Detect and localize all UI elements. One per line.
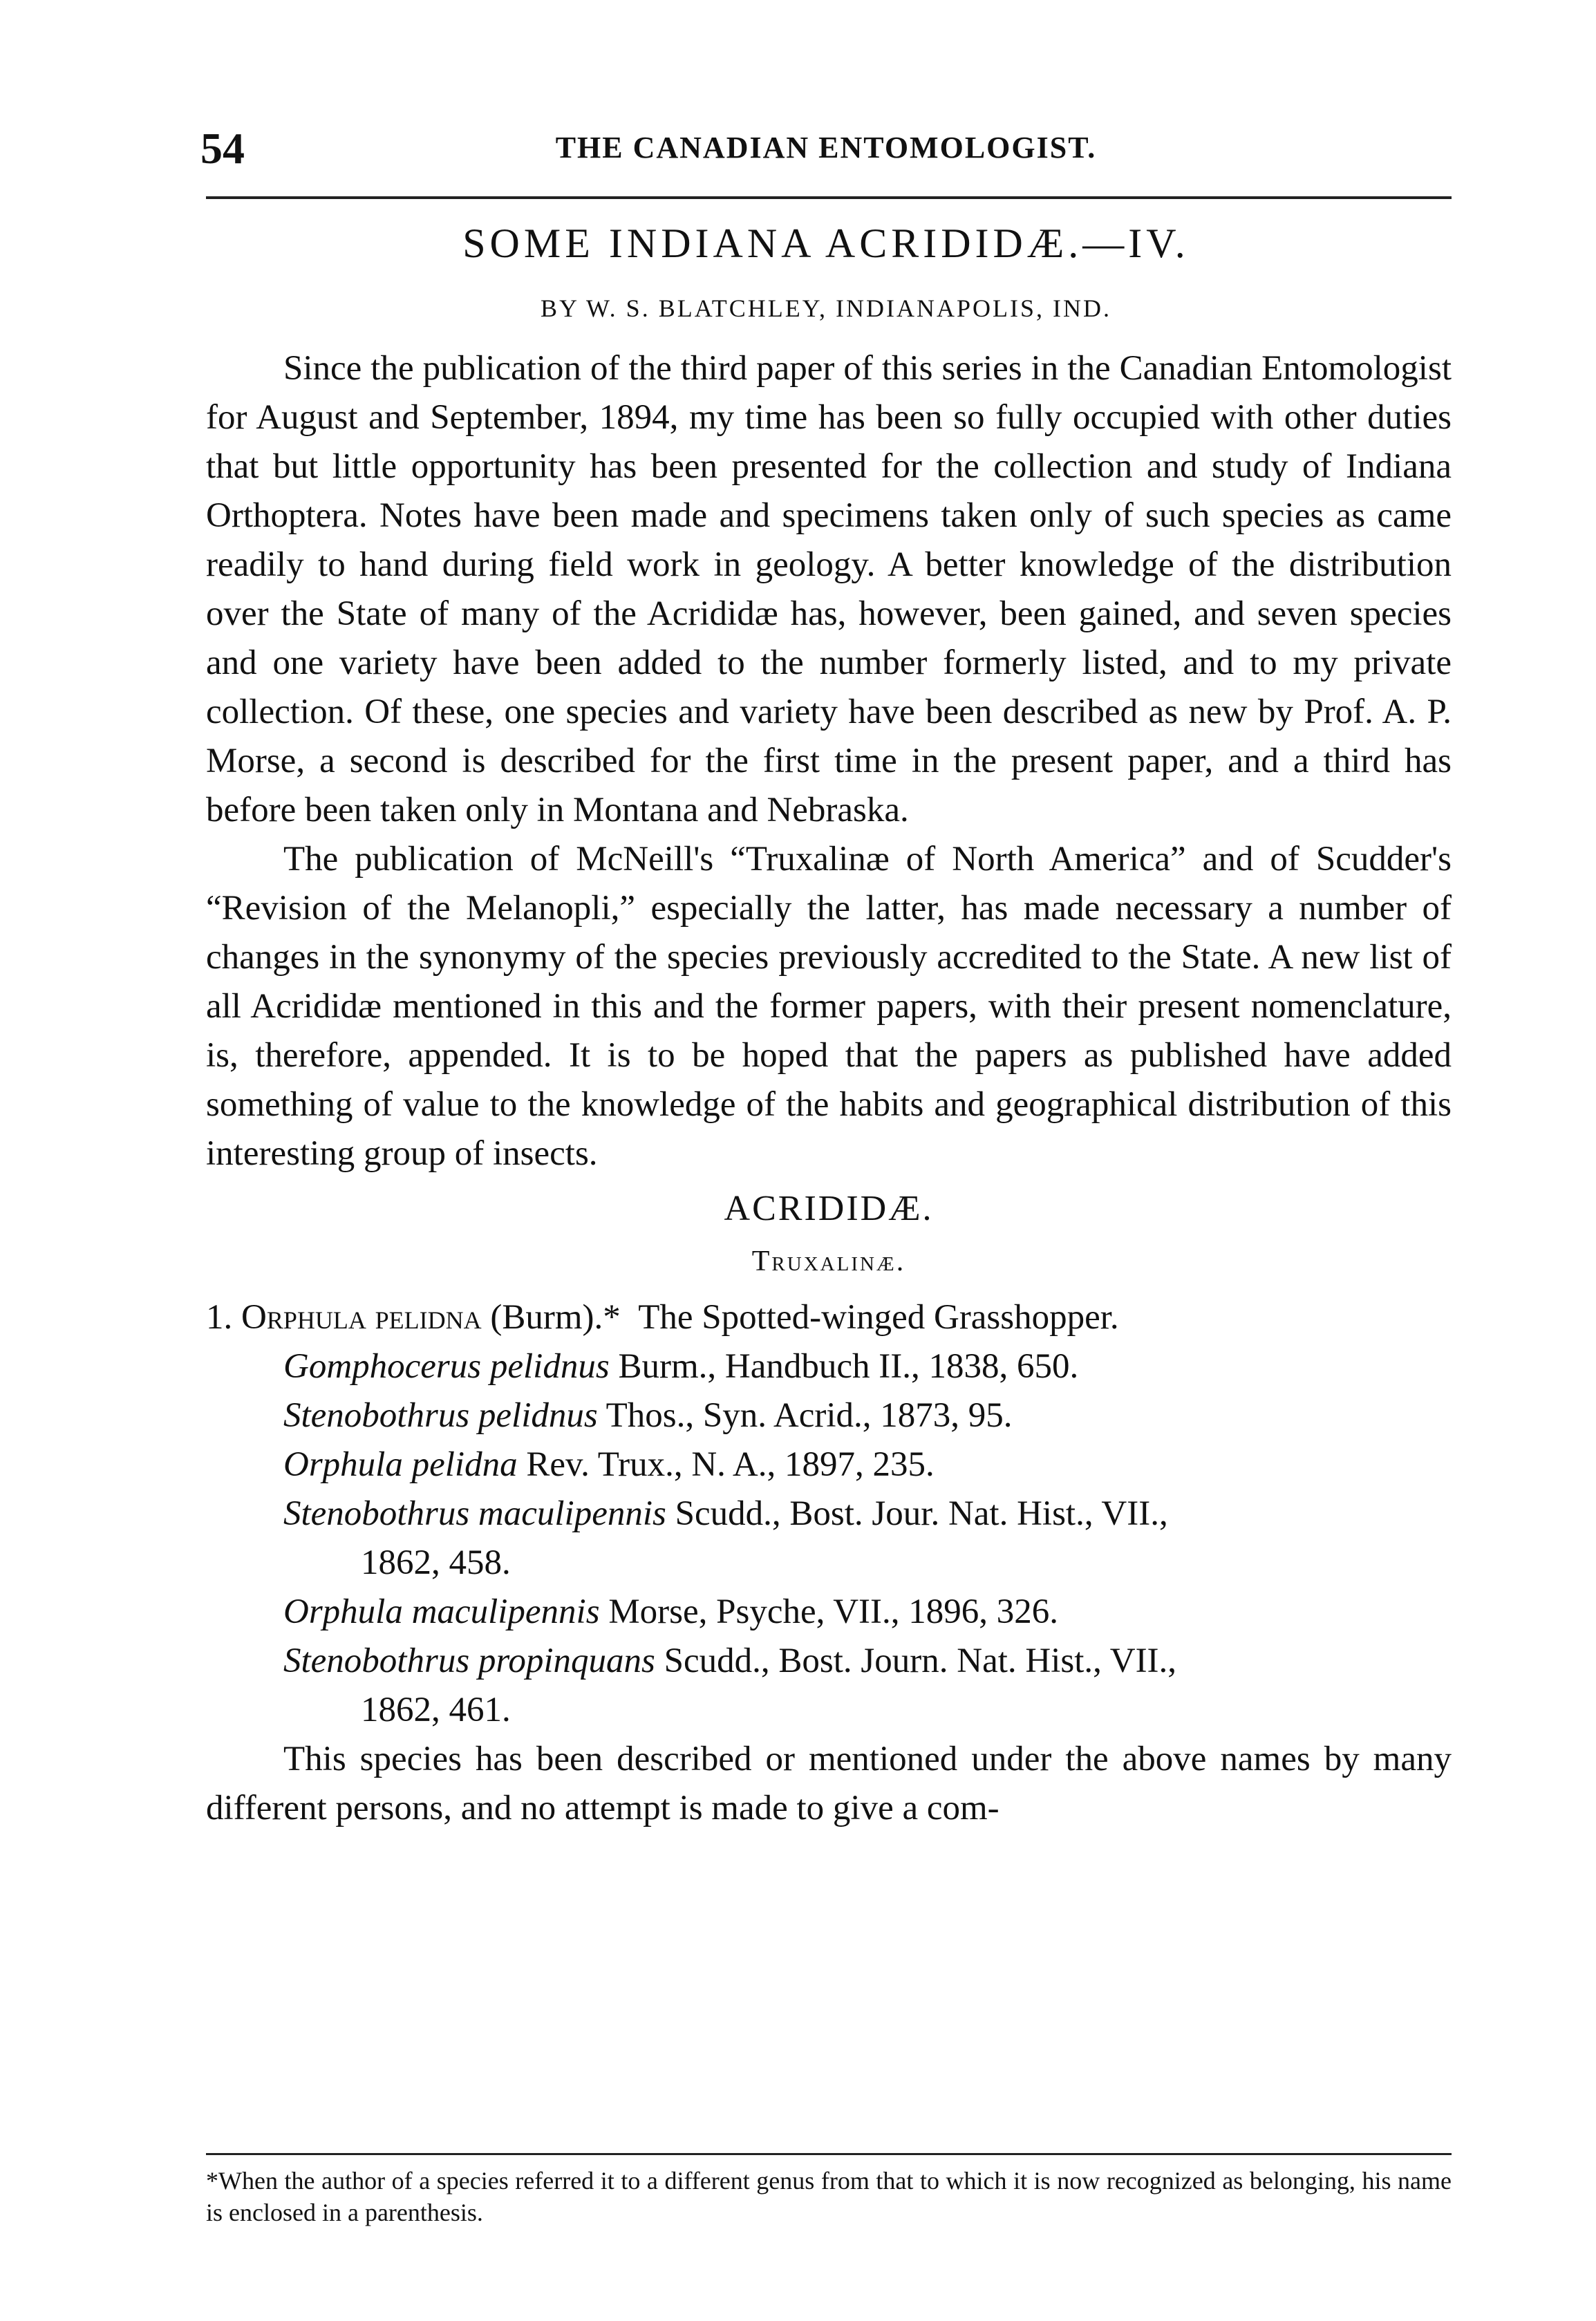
synonym-line: [283, 1391, 1452, 1440]
synonym-line: [283, 1637, 1452, 1735]
species-name: Orphula pelidna: [241, 1298, 482, 1337]
subsection-heading: Truxalinæ.: [751, 1246, 906, 1277]
synonym-citation: Thos., Syn. Acrid., 1873, 95.: [605, 1396, 1013, 1435]
synonym-citation: Burm., Handbuch II., 1838, 650.: [618, 1347, 1079, 1386]
running-head: THE CANADIAN ENTOMOLOGIST.: [555, 131, 1097, 165]
synonym-citation-continued: 1862, 458.: [361, 1543, 511, 1582]
paragraph-intro: Since the publication of the third paper of this series in the Canadian Entomologist for August and September, 1894, my time has been so fully occupied with other duties that but little opportunity has been presented for the collection and study of Indiana Orthoptera. Notes have been made and specimens taken only of such species as came readily to hand during field work in geology. A better knowledge of the distribution over the State of many of the Acrididæ has, however, been gained, and seven species and one variety have been added to the number formerly listed, and to my private collection. Of these, one species and variety have been described as new by Prof. A. P. Morse, a second is described for the first time in the present paper, and a third has before been taken only in Montana and Nebraska.: [206, 349, 1452, 829]
species-author: (Burm).*: [490, 1298, 621, 1337]
article-body: [206, 344, 1452, 1833]
synonym-citation: Morse, Psyche, VII., 1896, 326.: [608, 1592, 1058, 1631]
species-common-name: The Spotted-winged Grasshopper.: [638, 1298, 1119, 1337]
page-number: 54: [200, 124, 245, 173]
article-title: SOME INDIANA ACRIDIDÆ.—IV.: [462, 220, 1190, 266]
article-byline: BY W. S. BLATCHLEY, INDIANAPOLIS, IND.: [540, 294, 1112, 322]
synonym-citation: Scudd., Bost. Jour. Nat. Hist., VII.,: [675, 1494, 1168, 1533]
footnote: *When the author of a species referred it to a different genus from that to which it is now recognized as belonging, his name is enclosed in a parenthesis.: [206, 2167, 1452, 2226]
page-header: [200, 123, 1452, 178]
species-number: 1.: [206, 1298, 233, 1337]
synonym-line: [283, 1342, 1452, 1391]
synonym-citation: Scudd., Bost. Journ. Nat. Hist., VII.,: [664, 1642, 1177, 1680]
footnote-rule: [206, 2153, 1452, 2155]
paragraph-synonymy: The publication of McNeill's “Truxalinæ of North America” and of Scudder's “Revision of the Melanopli,” especially the latter, has made necessary a number of changes in the synonymy of the species previously accredited to the State. A new list of all Acrididæ mentioned in this and the former papers, with their present nomenclature, is, therefore, appended. It is to be hoped that the papers as published have added something of value to the knowledge of the habits and geographical distribution of this interesting group of insects.: [206, 840, 1452, 1173]
synonym-name: Stenobothrus propinquans: [283, 1642, 655, 1680]
species-entry: [206, 1293, 1452, 1342]
synonym-name: Stenobothrus maculipennis: [283, 1494, 666, 1533]
section-heading: ACRIDIDÆ.: [724, 1189, 934, 1228]
synonym-line: [283, 1440, 1452, 1490]
synonym-line: [283, 1490, 1452, 1588]
synonym-name: Gomphocerus pelidnus: [283, 1347, 610, 1386]
synonym-citation-continued: 1862, 461.: [361, 1691, 511, 1729]
synonym-citation: Rev. Trux., N. A., 1897, 235.: [526, 1445, 935, 1484]
header-rule: [206, 196, 1452, 199]
species-note: This species has been described or mentioned under the above names by many different persons, and no attempt is made to give a com-: [206, 1740, 1452, 1827]
synonym-name: Orphula pelidna: [283, 1445, 518, 1484]
synonym-name: Orphula maculipennis: [283, 1592, 600, 1631]
synonym-line: [283, 1588, 1452, 1637]
synonym-name: Stenobothrus pelidnus: [283, 1396, 598, 1435]
